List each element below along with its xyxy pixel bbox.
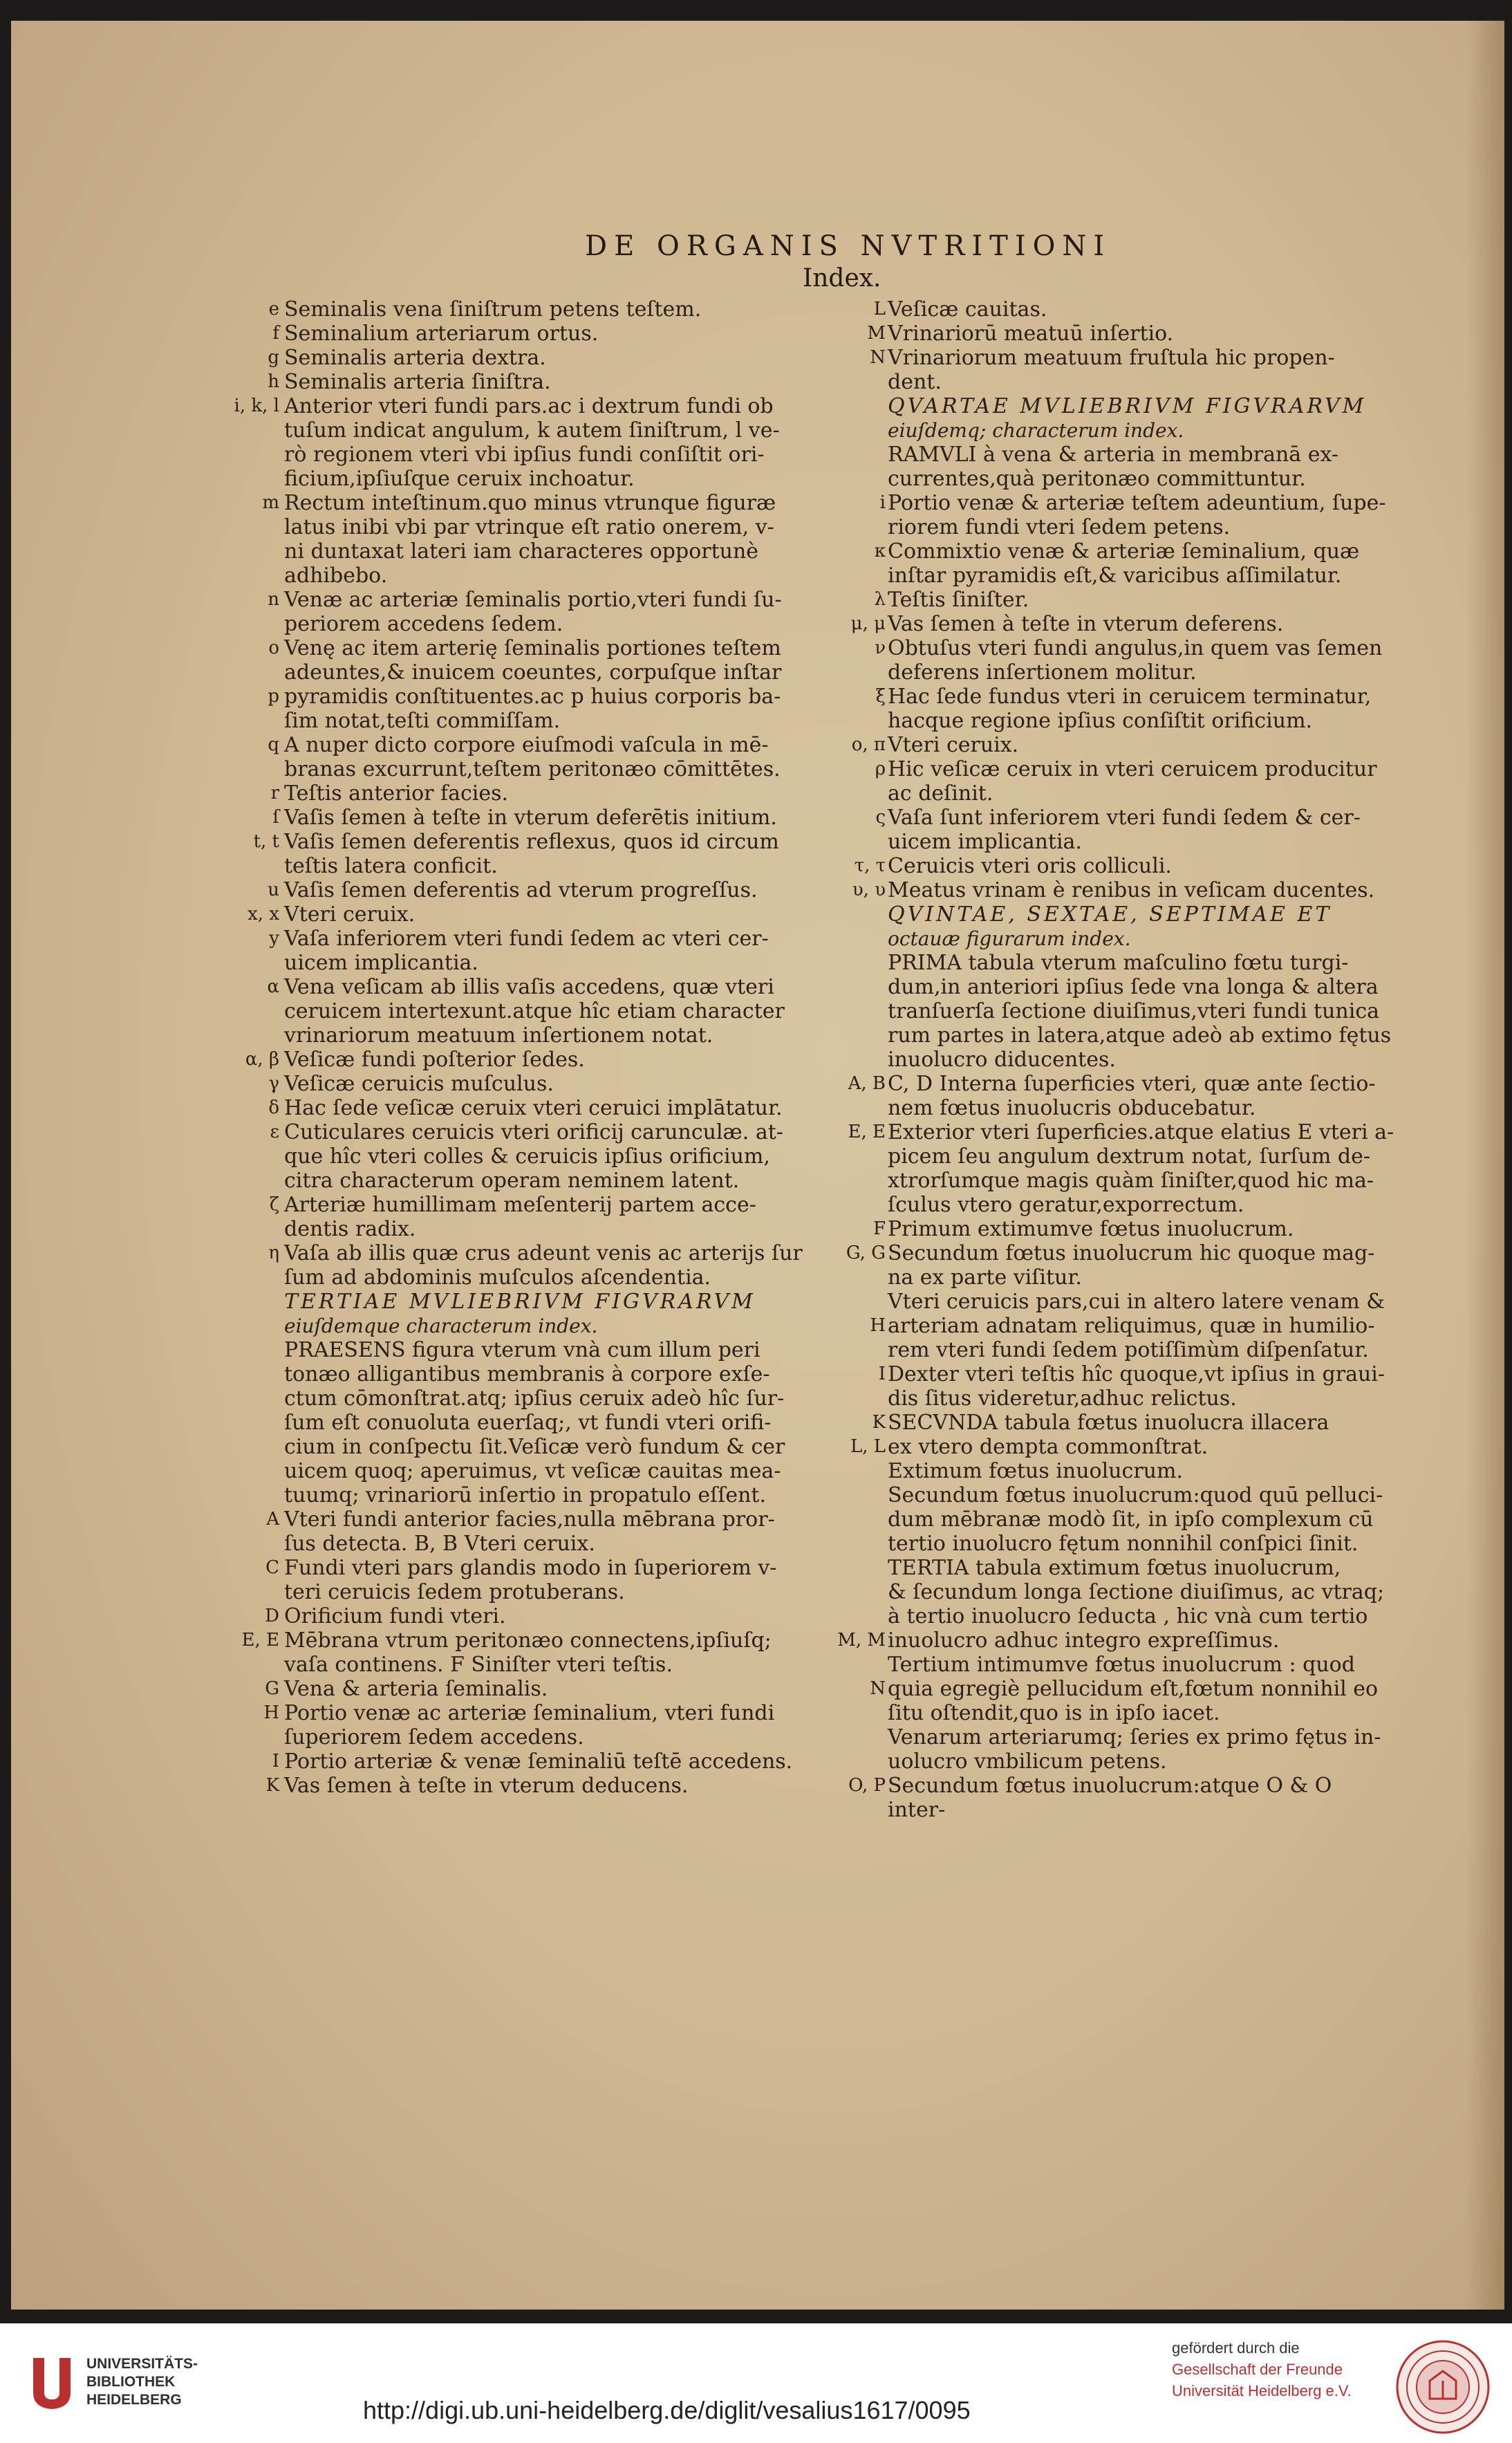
index-entry <box>11 1193 1463 1217</box>
entry-text: rem vteri fundi ſedem potiſſimùm diſpenſatur. <box>888 1338 1369 1362</box>
section-heading: TERTIAE MVLIEBRIVM FIGVRARVM <box>284 1290 756 1314</box>
figure-key-label: I <box>272 1751 279 1772</box>
entry-text: tuumq; vrinariorū inſertio in propatulo eſſent. <box>284 1483 766 1507</box>
index-entry <box>11 902 1463 927</box>
footer-bar <box>0 2323 1512 2443</box>
book-page <box>11 21 1504 2310</box>
entry-text: PRIMA tabula vterum maſculino fœtu turgi- <box>888 951 1349 975</box>
figure-key-label: O, P <box>848 1775 886 1796</box>
entry-text: nem fœtus inuolucris obducebatur. <box>888 1096 1256 1120</box>
entry-text: dentis radix. <box>284 1217 416 1241</box>
entry-text: teſtis latera conficit. <box>284 854 498 878</box>
figure-key-label: n <box>268 589 279 610</box>
figure-key-label: p <box>268 686 279 707</box>
entry-text: inuolucro adhuc integro expreſſimus. <box>888 1628 1280 1653</box>
entry-text: ſculus vtero geratur,exporrectum. <box>888 1193 1244 1217</box>
entry-text: ni duntaxat lateri iam characteres opportunè <box>284 539 759 564</box>
index-entry <box>11 999 1463 1023</box>
index-entry <box>11 757 1463 781</box>
entry-text: RAMVLI à vena & arteria in membranā ex- <box>888 443 1339 467</box>
entry-text: Hic veſicæ ceruix in vteri ceruicem producitur <box>888 757 1377 781</box>
entry-text: citra characterum operam neminem latent. <box>284 1169 740 1193</box>
index-entry <box>11 297 1463 322</box>
index-entry <box>11 1459 1463 1483</box>
figure-key-label: i <box>879 492 886 513</box>
entry-text: Vteri ceruicis pars,cui in altero latere venam & <box>888 1290 1385 1314</box>
index-entry <box>11 1604 1463 1628</box>
section-heading: QVINTAE, SEXTAE, SEPTIMAE ET <box>888 902 1332 927</box>
figure-key-label: ρ <box>875 759 886 779</box>
figure-key-label: C <box>265 1557 279 1578</box>
figure-key-label: N <box>870 347 886 368</box>
figure-key-label: E, E <box>848 1122 886 1142</box>
index-entry <box>11 927 1463 951</box>
figure-key-label: o, π <box>851 734 886 755</box>
entry-text: ex vtero dempta commonſtrat. <box>888 1435 1208 1459</box>
figure-key-label: γ <box>268 1073 279 1094</box>
entry-text: hacque regione ipſius conſiſtit orificium. <box>888 709 1313 733</box>
entry-text: Vaſis ſemen à teſte in vterum deferētis initium. <box>284 806 777 830</box>
index-entry <box>11 443 1463 467</box>
entry-text: rò regionem vteri vbi ipſius fundi conſiſtit ori- <box>284 443 765 467</box>
figure-key-label: ν <box>875 638 886 658</box>
figure-key-label: G <box>265 1678 279 1699</box>
entry-text: Vrinariorum meatuum fruſtula hic propen- <box>888 346 1335 370</box>
entry-text: adeuntes,& inuicem coeuntes, corpuſque inſtar <box>284 660 782 685</box>
entry-text: vrinariorum meatuum inſertionem notat. <box>284 1023 713 1048</box>
entry-text: TERTIA tabula extimum fœtus inuolucrum, <box>888 1556 1341 1580</box>
entry-text: SECVNDA tabula fœtus inuolucra illacera <box>888 1411 1329 1435</box>
entry-text: tertio inuolucro fętum nonnihil conſpici ſinit. <box>888 1532 1359 1556</box>
entry-text: Vaſis ſemen deferentis reflexus, quos id circum <box>284 830 779 854</box>
index-entry <box>11 1362 1463 1386</box>
entry-text: Vas ſemen à teſte in vterum deducens. <box>284 1774 689 1798</box>
index-entry <box>11 1411 1463 1435</box>
sponsor-credit <box>1172 2337 1352 2402</box>
index-entry <box>11 1144 1463 1169</box>
section-heading: eiuſdemque characterum index. <box>284 1315 598 1337</box>
entry-text: Seminalis arteria ſiniſtra. <box>284 370 551 394</box>
index-entry <box>11 1169 1463 1193</box>
index-entry <box>11 660 1463 685</box>
index-entry <box>11 1483 1463 1507</box>
entry-text: Veſicæ fundi poſterior ſedes. <box>284 1048 585 1072</box>
entry-text: currentes,quà peritonæo committuntur. <box>888 467 1306 491</box>
library-name <box>86 2355 198 2409</box>
entry-text: Teſtis ſiniſter. <box>888 588 1029 612</box>
running-subhead: Index. <box>803 264 881 292</box>
entry-text: arteriam adnatam reliquimus, quæ in humilio- <box>888 1314 1375 1338</box>
entry-text: Secundum fœtus inuolucrum:quod quū pelluci- <box>888 1483 1383 1507</box>
entry-text: Portio arteriæ & venæ ſeminaliū teſtē accedens. <box>284 1749 793 1774</box>
entry-text: Seminalium arteriarum ortus. <box>284 322 599 346</box>
entry-text: Tertium intimumve fœtus inuolucrum : quod <box>888 1653 1355 1677</box>
index-entry <box>11 346 1463 370</box>
entry-text: tuſum indicat angulum, k autem ſiniſtrum, l ve- <box>284 418 780 443</box>
figure-key-label: F <box>872 1218 886 1239</box>
entry-text: Meatus vrinam è renibus in veſicam ducentes. <box>888 878 1375 902</box>
figure-key-label: A <box>266 1509 279 1530</box>
entry-text: teri ceruicis ſedem protuberans. <box>284 1580 625 1604</box>
entry-text: Anterior vteri fundi pars.ac i dextrum fundi ob <box>284 394 774 418</box>
library-name-line2: BIBLIOTHEK <box>86 2374 176 2390</box>
figure-key-label: r <box>270 783 279 804</box>
entry-text: dum mēbranæ modò ſit, in ipſo complexum cū <box>888 1507 1374 1532</box>
entry-text: C, D Interna ſuperficies vteri, quæ ante ſectio- <box>888 1072 1376 1096</box>
entry-text: Seminalis vena ſiniſtrum petens teſtem. <box>284 297 702 322</box>
entry-text: dum,in anteriori ipſius ſede vna longa & altera <box>888 975 1379 999</box>
figure-key-label: L, L <box>850 1436 886 1457</box>
index-entry <box>11 1096 1463 1120</box>
entry-text: uicem quoq; aperuimus, vt veſicæ cauitas mea- <box>284 1459 781 1483</box>
entry-text: Seminalis arteria dextra. <box>284 346 546 370</box>
entry-text: cium in conſpectu ſit.Veſicæ verò fundum & cer <box>284 1435 785 1459</box>
index-entry <box>11 1435 1463 1459</box>
entry-text: inter- <box>888 1798 946 1822</box>
entry-text: vaſa continens. F Siniſter vteri teſtis. <box>284 1653 673 1677</box>
index-entry <box>11 1314 1463 1338</box>
entry-text: Exterior vteri ſuperficies.atque elatius E vteri a- <box>888 1120 1394 1144</box>
figure-key-label: μ, μ <box>850 613 886 634</box>
entry-text: A nuper dicto corpore eiuſmodi vaſcula in mē- <box>284 733 769 757</box>
entry-text: ceruicem intertexunt.atque hîc etiam character <box>284 999 785 1023</box>
index-entry <box>11 418 1463 443</box>
index-entry <box>11 1701 1463 1725</box>
entry-text: Rectum inteſtinum.quo minus vtrunque figuræ <box>284 491 776 515</box>
index-entry <box>11 1386 1463 1411</box>
index-entry <box>11 1556 1463 1580</box>
entry-text: uolucro vmbilicum petens. <box>888 1749 1167 1774</box>
entry-text: latus inibi vbi par vtrinque eſt ratio onerem, v- <box>284 515 774 539</box>
entry-text: Secundum fœtus inuolucrum hic quoque mag- <box>888 1241 1375 1265</box>
index-entry <box>11 491 1463 515</box>
entry-text: tonæo alligantibus membranis à corpore exſe- <box>284 1362 770 1386</box>
entry-text: inſtar pyramidis eſt,& varicibus aſſimilatur. <box>888 564 1342 588</box>
index-entry <box>11 806 1463 830</box>
sponsor-name-line2: Universität Heidelberg e.V. <box>1172 2382 1352 2399</box>
entry-text: picem ſeu angulum dextrum notat, ſurſum de- <box>888 1144 1370 1169</box>
figure-key-label: u <box>268 880 279 900</box>
entry-text: Arteriæ humillimam meſenterij partem acce- <box>284 1193 756 1217</box>
figure-key-label: i, k, l <box>234 396 279 416</box>
figure-key-label: e <box>268 299 279 319</box>
library-name-line1: UNIVERSITÄTS- <box>86 2356 198 2372</box>
entry-text: ac deſinit. <box>888 781 993 806</box>
entry-text: Portio venæ ac arteriæ ſeminalium, vteri fundi <box>284 1701 775 1725</box>
figure-key-label: o <box>268 638 279 658</box>
figure-key-label: ς <box>875 807 886 828</box>
index-entry <box>11 951 1463 975</box>
index-entry <box>11 1532 1463 1556</box>
entry-text: Vena & arteria ſeminalis. <box>284 1677 548 1701</box>
entry-text: que hîc vteri colles & ceruicis ipſius orificium, <box>284 1144 770 1169</box>
index-entry <box>11 1217 1463 1241</box>
index-entry <box>11 322 1463 346</box>
entry-text: ſum eſt conuoluta euerſaq;, vt fundi vteri orifi- <box>284 1411 772 1435</box>
entry-text: Teſtis anterior facies. <box>284 781 509 806</box>
index-entry <box>11 394 1463 418</box>
figure-key-label: α <box>267 976 279 997</box>
index-entry <box>11 854 1463 878</box>
index-entry <box>11 612 1463 636</box>
entry-text: rum partes in latera,atque adeò ab extimo fętus <box>888 1023 1392 1048</box>
figure-key-label: N <box>870 1678 886 1699</box>
figure-key-label: K <box>265 1775 279 1796</box>
entry-text: Portio venæ & arteriæ teſtem adeuntium, ſupe- <box>888 491 1386 515</box>
entry-text: quia egregiè pellucidum eſt,fœtum nonnihil eo <box>888 1677 1379 1701</box>
index-entry <box>11 539 1463 564</box>
figure-key-label: D <box>265 1606 279 1626</box>
entry-text: ctum cōmonſtrat.atq; ipſius ceruix adeò hîc ſur- <box>284 1386 785 1411</box>
entry-text: Vena veſicam ab illis vaſis accedens, quæ vteri <box>284 975 774 999</box>
figure-key-label: ζ <box>269 1194 279 1215</box>
section-heading: QVARTAE MVLIEBRIVM FIGVRARVM <box>888 394 1367 418</box>
entry-text: Vaſis ſemen deferentis ad vterum progreſſus. <box>284 878 758 902</box>
permalink-url[interactable]: http://digi.ub.uni-heidelberg.de/diglit/vesalius1617/0095 <box>363 2396 971 2424</box>
entry-text: Vaſa ſunt inferiorem vteri fundi ſedem & cer- <box>888 806 1361 830</box>
index-entry <box>11 515 1463 539</box>
index-entry <box>11 1798 1463 1822</box>
figure-key-label: y <box>269 928 279 949</box>
figure-key-label: I <box>878 1364 886 1384</box>
index-entry <box>11 588 1463 612</box>
entry-text: dent. <box>888 370 942 394</box>
entry-text: dis ſitus videretur,adhuc relictus. <box>888 1386 1237 1411</box>
figure-key-label: K <box>872 1412 886 1433</box>
index-entry <box>11 685 1463 709</box>
entry-text: ſitu oſtendit,quo is in ipſo iacet. <box>888 1701 1220 1725</box>
entry-text: Venæ ac arteriæ ſeminalis portio,vteri fundi ſu- <box>284 588 782 612</box>
entry-text: Cuticulares ceruicis vteri orificij carunculæ. at- <box>284 1120 783 1144</box>
entry-text: Obtuſus vteri fundi angulus,in quem vas ſemen <box>888 636 1383 660</box>
section-heading: octauæ figurarum index. <box>888 927 1131 950</box>
figure-key-label: t, t <box>253 831 279 852</box>
figure-key-label: M, M <box>837 1630 886 1651</box>
entry-text: Vrinariorū meatuū inſertio. <box>888 322 1174 346</box>
figure-key-label: x, x <box>248 904 279 925</box>
entry-text: Veſicæ cauitas. <box>888 297 1047 322</box>
section-heading: eiuſdemq; characterum index. <box>888 419 1184 442</box>
figure-key-label: M <box>867 323 886 344</box>
index-entry <box>11 636 1463 660</box>
entry-text: Fundi vteri pars glandis modo in ſuperiorem v- <box>284 1556 777 1580</box>
index-entry <box>11 1265 1463 1290</box>
entry-text: Orificium fundi vteri. <box>284 1604 506 1628</box>
entry-text: Venarum arteriarumq; ſeries ex primo fętus in- <box>888 1725 1381 1749</box>
figure-key-label: ε <box>270 1122 279 1142</box>
entry-text: Mēbrana vtrum peritonæo connectens,ipſiuſq; <box>284 1628 772 1653</box>
figure-key-label: E, E <box>241 1630 279 1651</box>
figure-key-label: η <box>268 1243 279 1263</box>
figure-key-label: f <box>272 323 279 344</box>
entry-text: à tertio inuolucro ſeducta , hic vnà cum tertio <box>888 1604 1368 1628</box>
index-entry <box>11 1241 1463 1265</box>
entry-text: ſus detecta. B, B Vteri ceruix. <box>284 1532 595 1556</box>
entry-text: ficium,ipſiuſque ceruix inchoatur. <box>284 467 635 491</box>
entry-text: Venę ac item arterię ſeminalis portiones teſtem <box>284 636 781 660</box>
index-entry <box>11 1774 1463 1798</box>
entry-text: ſuperiorem ſedem accedens. <box>284 1725 584 1749</box>
figure-key-label: ſ <box>272 807 279 828</box>
entry-text: Extimum fœtus inuolucrum. <box>888 1459 1183 1483</box>
entry-text: Vteri ceruix. <box>284 902 416 927</box>
figure-key-label: H <box>263 1702 279 1723</box>
library-name-line3: HEIDELBERG <box>86 2392 182 2408</box>
entry-text: Commixtio venæ & arteriæ ſeminalium, quæ <box>888 539 1360 564</box>
entry-text: Vaſa inferiorem vteri fundi ſedem ac vteri cer- <box>284 927 769 951</box>
entry-text: Ceruicis vteri oris colliculi. <box>888 854 1172 878</box>
entry-text: branas excurrunt,teſtem peritonæo cōmittētes. <box>284 757 781 781</box>
right-column <box>11 297 1463 1822</box>
figure-key-label: m <box>262 492 279 513</box>
entry-text: inuolucro diducentes. <box>888 1048 1116 1072</box>
entry-text: Veſicæ ceruicis muſculus. <box>284 1072 554 1096</box>
index-entry <box>11 370 1463 394</box>
index-entry <box>11 1290 1463 1314</box>
sponsor-intro: gefördert durch die <box>1172 2339 1300 2357</box>
entry-text: adhibebo. <box>284 564 388 588</box>
figure-key-label: υ, υ <box>852 880 886 900</box>
figure-key-label: g <box>268 347 279 368</box>
figure-key-label: H <box>870 1315 886 1336</box>
entry-text: uicem implicantia. <box>284 951 478 975</box>
index-entry <box>11 1580 1463 1604</box>
entry-text: Primum extimumve fœtus inuolucrum. <box>888 1217 1294 1241</box>
entry-text: Secundum fœtus inuolucrum:atque O & O <box>888 1774 1332 1798</box>
figure-key-label: q <box>268 734 279 755</box>
entry-text: periorem accedens ſedem. <box>284 612 563 636</box>
index-entry <box>11 1628 1463 1653</box>
figure-key-label: L <box>873 299 886 319</box>
entry-text: ſim notat,teſti commiſſam. <box>284 709 561 733</box>
index-entry <box>11 467 1463 491</box>
entry-text: pyramidis conſtituentes.ac p huius corporis ba- <box>284 685 781 709</box>
entry-text: Hac ſede fundus vteri in ceruicem terminatur, <box>888 685 1372 709</box>
figure-key-label: ξ <box>875 686 886 707</box>
entry-text: ſum ad abdominis muſculos aſcendentia. <box>284 1265 711 1290</box>
index-entry <box>11 1072 1463 1096</box>
entry-text: na ex parte viſitur. <box>888 1265 1082 1290</box>
entry-text: uicem implicantia. <box>888 830 1082 854</box>
university-seal-icon <box>1395 2339 1491 2435</box>
entry-text: Vas ſemen à teſte in vterum deferens. <box>888 612 1284 636</box>
entry-text: Vteri fundi anterior facies,nulla mēbrana pror- <box>284 1507 775 1532</box>
entry-text: Vaſa ab illis quæ crus adeunt venis ac arterijs ſur <box>284 1241 803 1265</box>
figure-key-label: G, G <box>846 1243 886 1263</box>
figure-key-label: τ, τ <box>854 855 886 876</box>
figure-key-label: α, β <box>245 1049 279 1070</box>
index-entry <box>11 1677 1463 1701</box>
index-entry <box>11 709 1463 733</box>
entry-text: deferens inſertionem molitur. <box>888 660 1197 685</box>
index-entry <box>11 878 1463 902</box>
index-entry <box>11 975 1463 999</box>
index-entry <box>11 1507 1463 1532</box>
university-library-logo-icon <box>28 2351 76 2413</box>
entry-text: PRAESENS figura vterum vnà cum illum peri <box>284 1338 760 1362</box>
running-head: DE ORGANIS NVTRITIONI <box>585 230 1112 262</box>
entry-text: riorem fundi vteri ſedem petens. <box>888 515 1231 539</box>
index-entry <box>11 733 1463 757</box>
index-entry <box>11 1048 1463 1072</box>
entry-text: xtrorſumque magis quàm ſiniſter,quod hic ma- <box>888 1169 1374 1193</box>
figure-key-label: λ <box>874 589 886 610</box>
index-entry <box>11 1338 1463 1362</box>
entry-text: Hac ſede veſicæ ceruix vteri ceruici implātatur. <box>284 1096 783 1120</box>
figure-key-label: A, B <box>848 1073 886 1094</box>
entry-text: Dexter vteri teſtis hîc quoque,vt ipſius in graui- <box>888 1362 1385 1386</box>
index-entry <box>11 1749 1463 1774</box>
entry-text: tranſuerſa ſectione diuiſimus,vteri fundi tunica <box>888 999 1380 1023</box>
sponsor-name-line1: Gesellschaft der Freunde <box>1172 2361 1343 2378</box>
entry-text: Vteri ceruix. <box>888 733 1019 757</box>
index-entry <box>11 781 1463 806</box>
figure-key-label: δ <box>268 1097 279 1118</box>
index-entry <box>11 1120 1463 1144</box>
index-entry <box>11 1653 1463 1677</box>
entry-text: & ſecundum longa ſectione diuiſimus, ac vtraq; <box>888 1580 1385 1604</box>
figure-key-label: κ <box>874 541 886 561</box>
figure-key-label: h <box>268 371 279 392</box>
index-entry <box>11 830 1463 854</box>
index-entry <box>11 564 1463 588</box>
index-entry <box>11 1023 1463 1048</box>
index-entry <box>11 1725 1463 1749</box>
